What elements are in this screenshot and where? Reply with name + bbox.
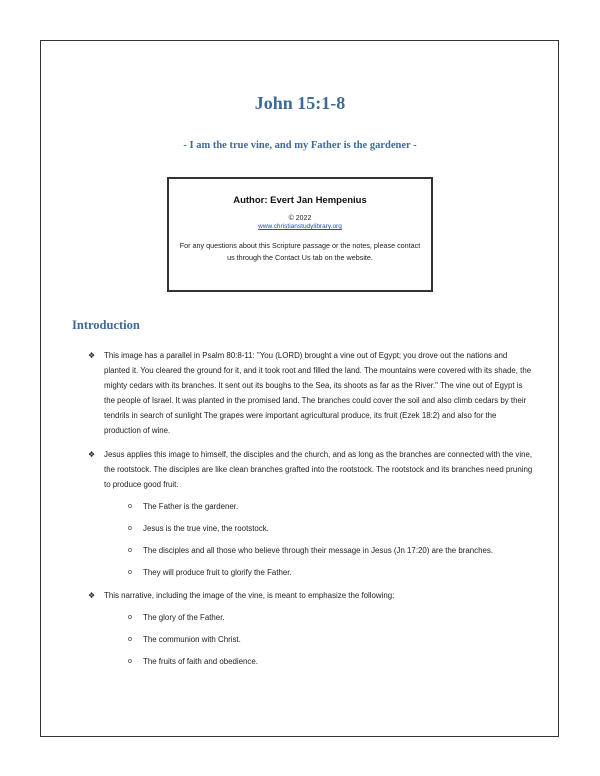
sub-list-item — [128, 611, 534, 625]
page-title: John 15:1-8 — [254, 93, 346, 113]
page-subtitle: - I am the true vine, and my Father is the gardener - — [183, 140, 417, 151]
sub-list-item — [128, 500, 534, 514]
bullet-item — [88, 447, 534, 492]
bullet-text: This narrative, including the image of the vine, is meant to emphasize the following: — [104, 591, 395, 600]
sub-list-item — [128, 655, 534, 669]
sub-item-text: The glory of the Father. — [143, 613, 225, 622]
sub-item-text: They will produce fruit to glorify the Father. — [143, 568, 292, 577]
introduction-content — [88, 348, 534, 677]
circle-bullet-icon: o — [128, 547, 132, 554]
sub-item-text: The Father is the gardener. — [143, 502, 239, 511]
contact-note: For any questions about this Scripture passage or the notes, please contact us through the Contact Us tab on the website. — [179, 241, 421, 262]
diamond-bullet-icon: ❖ — [88, 351, 96, 360]
sub-list-item — [128, 544, 534, 558]
circle-bullet-icon: o — [128, 614, 132, 621]
sub-item-text: Jesus is the true vine, the rootstock. — [143, 524, 269, 533]
circle-bullet-icon: o — [128, 658, 132, 665]
sub-list — [88, 500, 534, 580]
circle-bullet-icon: o — [128, 525, 132, 532]
author-info-box — [167, 177, 433, 292]
sub-list-item — [128, 566, 534, 580]
bullet-text: This image has a parallel in Psalm 80:8-11: "You (LORD) brought a vine out of Egypt; you drove out the nations and planted it. You cleared the ground for it, and it took root and filled the land. The mountains were covered with its shade, the mighty cedars with its branches. It sent out its boughs to the Sea, its shoots as far as the River." The vine out of Egypt is the people of Israel. It was planted in the promised land. The branches could cover the soil and also climb cedars by their tendrils in search of sunlight The grapes were important agricultural produce, its fruit (Ezek 18:2) and also for the production of wine. — [104, 351, 532, 435]
sub-list — [88, 611, 534, 669]
sub-item-text: The disciples and all those who believe through their message in Jesus (Jn 17:20) are the branches. — [143, 546, 494, 555]
copyright-notice: © 2022 — [288, 215, 312, 222]
diamond-bullet-icon: ❖ — [88, 591, 96, 600]
author-name: Author: Evert Jan Hempenius — [233, 195, 367, 206]
sub-item-text: The fruits of faith and obedience. — [143, 657, 258, 666]
circle-bullet-icon: o — [128, 503, 132, 510]
introduction-heading: Introduction — [72, 318, 140, 332]
sub-list-item — [128, 633, 534, 647]
bullet-text: Jesus applies this image to himself, the disciples and the church, and as long as the branches are connected with the vine, the rootstock. The disciples are like clean branches grafted into the rootstock. The rootstock and its branches need pruning to produce good fruit. — [104, 450, 533, 489]
diamond-bullet-icon: ❖ — [88, 450, 96, 459]
circle-bullet-icon: o — [128, 636, 132, 643]
sub-item-text: The communion with Christ. — [143, 635, 241, 644]
website-link[interactable]: www.christianstudylibrary.org — [258, 223, 342, 230]
bullet-item — [88, 348, 534, 438]
sub-list-item — [128, 522, 534, 536]
bullet-item — [88, 588, 534, 603]
circle-bullet-icon: o — [128, 569, 132, 576]
